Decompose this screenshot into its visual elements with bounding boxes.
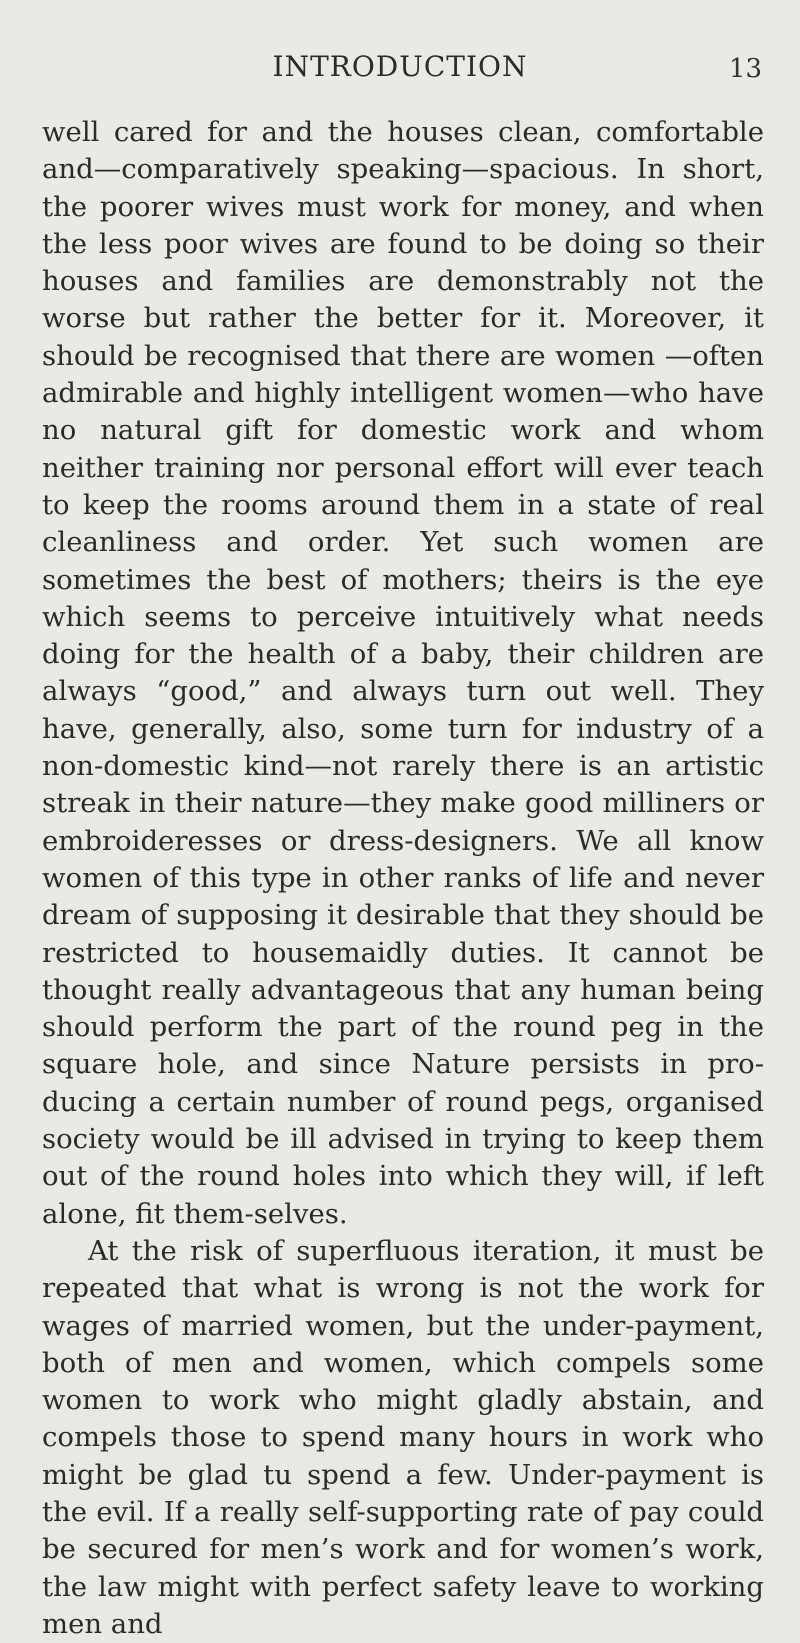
body-text (42, 114, 764, 1643)
paragraph-1: well cared for and the houses clean, comfortable and—comparatively speaking—spacious. In short, the poorer wives must work for money, and when the less poor wives are found to be doing so their houses and families are demonstrably not the worse but rather the better for it. Moreover, it should be recognised that there are women —often admirable and highly intelligent women—who have no natural gift for domestic work and whom neither training nor personal effort will ever teach to keep the rooms around them in a state of real cleanliness and order. Yet such women are sometimes the best of mothers; theirs is the eye which seems to perceive intuitively what needs doing for the health of a baby, their children are always “good,” and always turn out well. They have, generally, also, some turn for industry of a non-domestic kind—not rarely there is an artistic streak in their nature—they make good milliners or embroideresses or dress-designers. We all know women of this type in other ranks of life and never dream of supposing it desirable that they should be restricted to housemaidly duties. It cannot be thought really advantageous that any human being should perform the part of the round peg in the square hole, and since Nature persists in pro-ducing a certain number of round pegs, organised society would be ill advised in trying to keep them out of the round holes into which they will, if left alone, fit them-selves. (42, 116, 764, 1230)
page-number: 13 (728, 54, 762, 84)
paragraph-2: At the risk of superfluous iteration, it must be repeated that what is wrong is not the work for wages of married women, but the under-payment, both of men and women, which compels some women to work who might gladly abstain, and compels those to spend many hours in work who might be glad tu spend a few. Under-payment is the evil. If a really self-supporting rate of pay could be secured for men’s work and for women’s work, the law might with perfect safety leave to working men and (42, 1234, 764, 1640)
running-head (0, 48, 800, 88)
chapter-title: INTRODUCTION (272, 50, 528, 83)
